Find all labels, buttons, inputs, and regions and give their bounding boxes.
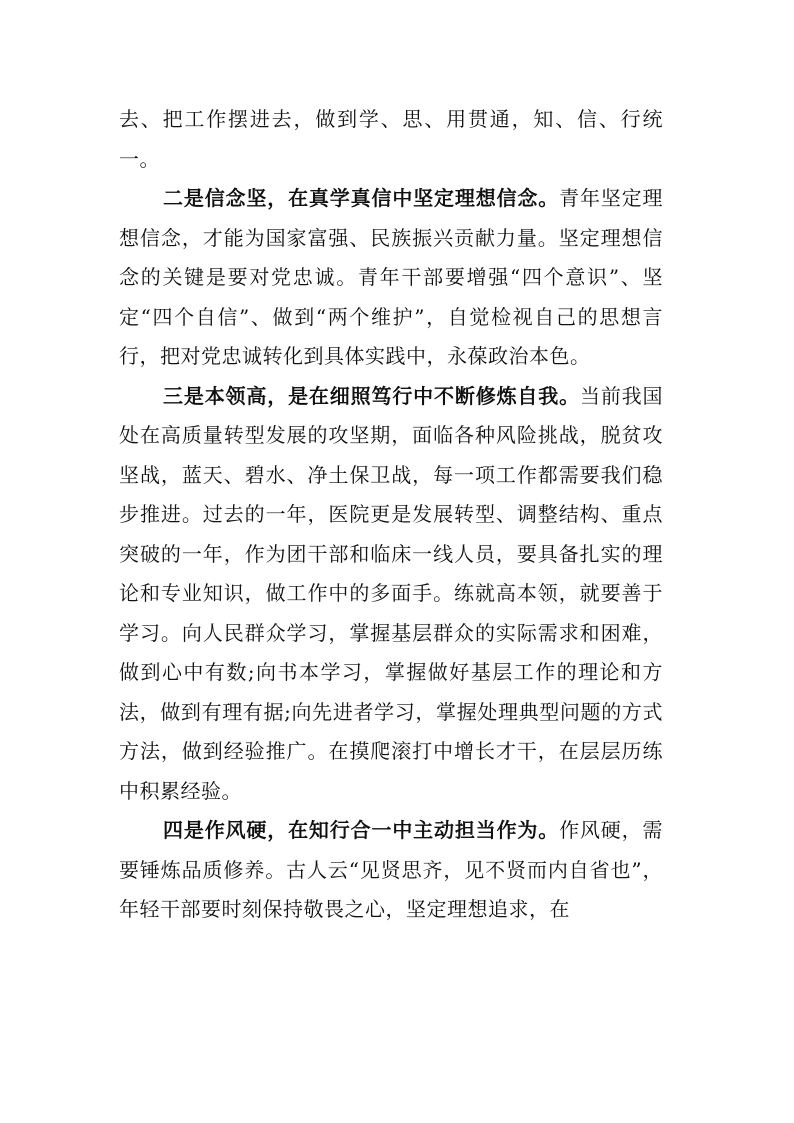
paragraph-text: 当前我国处在高质量转型发展的攻坚期，面临各种风险挑战，脱贫攻坚战，蓝天、碧水、净土保卫战，每一项工作都需要我们稳步推进。过去的一年，医院更是发展转型、调整结构、重点突破的一年，作为团干部和临床一线人员，要具备扎实的理论和专业知识，做工作中的多面手。练就高本领，就要善于学习。向人民群众学习，掌握基层群众的实际需求和困难，做到心中有数;向书本学习，掌握做好基层工作的理论和方法，做到有理有据;向先进者学习，掌握处理典型问题的方式方法，做到经验推广。在摸爬滚打中增长才干，在层层历练中积累经验。 <box>119 383 664 803</box>
paragraph-text: 青年坚定理想信念，才能为国家富强、民族振兴贡献力量。坚定理想信念的关键是要对党忠诚。青年干部要增强“四个意识”、坚定“四个自信”、做到“两个维护”，自觉检视自己的思想言行，把对党忠诚转化到具体实践中，永葆政治本色。 <box>119 186 664 368</box>
paragraph-style <box>119 811 663 930</box>
paragraph-text: 去、把工作摆进去，做到学、思、用贯通，知、信、行统一。 <box>119 107 663 171</box>
paragraph-belief <box>119 179 663 377</box>
paragraph-text: 作风硬，需要锤炼品质修养。古人云“见贤思齐，见不贤而内自省也”，年轻干部要时刻保持敬畏之心，坚定理想追求，在 <box>119 818 664 921</box>
paragraph-heading: 三是本领高，是在细照笃行中不断修炼自我。 <box>163 383 580 408</box>
document-body <box>119 100 663 930</box>
paragraph-ability <box>119 377 663 812</box>
paragraph-heading: 四是作风硬，在知行合一中主动担当作为。 <box>163 818 560 842</box>
paragraph-heading: 二是信念坚，在真学真信中坚定理想信念。 <box>163 186 560 210</box>
continuation-paragraph <box>119 100 663 179</box>
